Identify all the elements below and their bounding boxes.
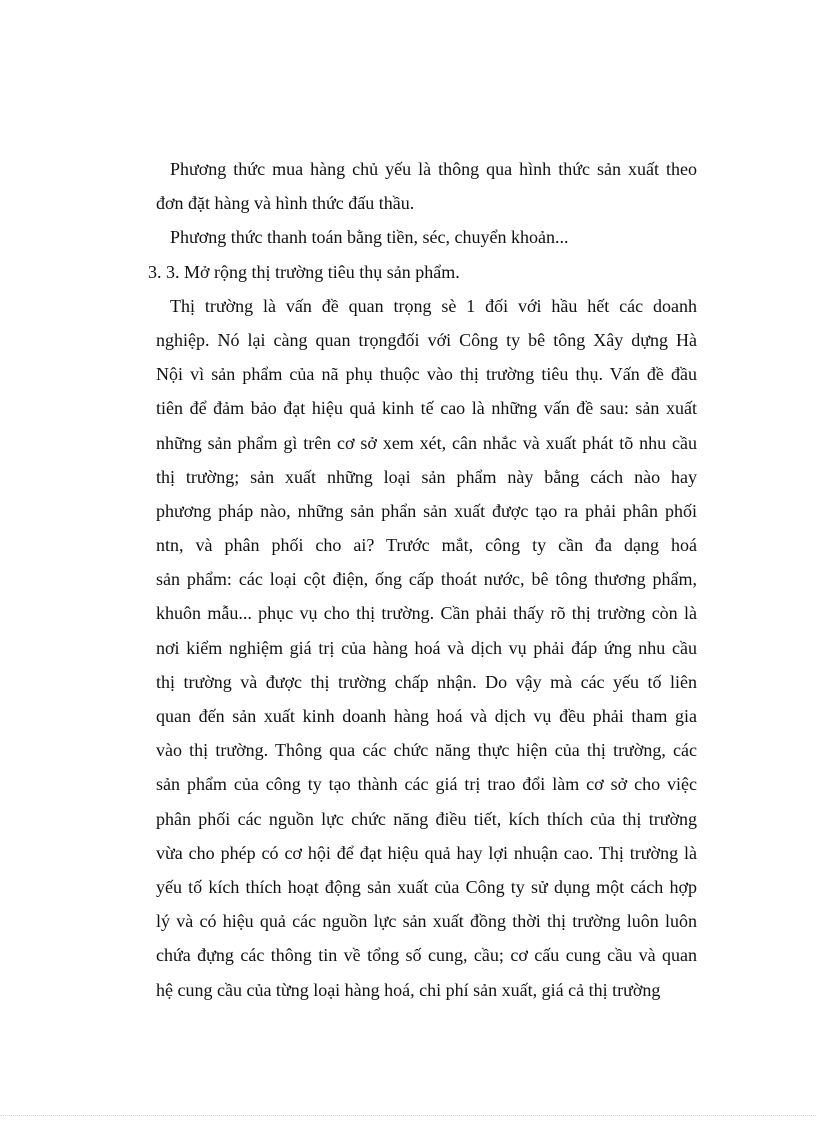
- paragraph-market-line-19: lý và có hiệu quả các nguồn lực sản xuất đồng thời thị trường luôn luôn: [156, 911, 697, 932]
- paragraph-market-line-12: thị trường và được thị trường chấp nhận. Do vậy mà các yếu tố liên: [156, 671, 697, 692]
- paragraph-market-line-13: quan đến sản xuất kinh doanh hàng hoá và dịch vụ đều phải tham gia: [156, 706, 697, 726]
- paragraph-market-line-18: yếu tố kích thích hoạt động sản xuất của Công ty sử dụng một cách hợp: [156, 876, 697, 897]
- paragraph-market-line-21: hệ cung cầu của từng loại hàng hoá, chi phí sản xuất, giá cả thị trường: [156, 979, 661, 1000]
- document-body: [148, 152, 697, 1007]
- paragraph-market-line-6: thị trường; sản xuất những loại sản phẩm này bằng cách nào hay: [156, 466, 697, 487]
- paragraph-purchase-method-line-2: đơn đặt hàng và hình thức đấu thầu.: [156, 193, 415, 214]
- paragraph-market-line-14: vào thị trường. Thông qua các chức năng thực hiện của thị trường, các: [156, 740, 697, 761]
- paragraph-market-line-2: nghiệp. Nó lại càng quan trọngđối với Công ty bê tông Xây dựng Hà: [156, 329, 697, 350]
- paragraph-market-line-3: Nội vì sản phẩm của nã phụ thuộc vào thị trường tiêu thụ. Vấn đề đầu: [156, 364, 697, 385]
- paragraph-market-line-9: sản phẩm: các loại cột điện, ống cấp thoát nước, bê tông thương phẩm,: [156, 569, 697, 590]
- paragraph-payment-method: Phương thức thanh toán bằng tiền, séc, chuyển khoản...: [170, 227, 569, 248]
- paragraph-market-line-4: tiên để đảm bảo đạt hiệu quả kinh tế cao là những vấn đề sau: sản xuất: [156, 398, 697, 419]
- paragraph-market-line-5: những sản phẩm gì trên cơ sở xem xét, cân nhắc và xuất phát tõ nhu cầu: [156, 432, 697, 453]
- page-bottom-divider: [0, 1115, 816, 1116]
- paragraph-market-line-8: ntn, và phân phối cho ai? Trước mắt, công ty cần đa dạng hoá: [156, 535, 697, 556]
- paragraph-market-line-1: Thị trường là vấn đề quan trọng sè 1 đối với hầu hết các doanh: [170, 295, 697, 316]
- paragraph-purchase-method-line-1: Phương thức mua hàng chủ yếu là thông qua hình thức sản xuất theo: [170, 159, 697, 179]
- paragraph-market-line-15: sản phẩm của công ty tạo thành các giá trị trao đổi làm cơ sở cho việc: [156, 774, 697, 795]
- paragraph-market-line-7: phương pháp nào, những sản phẩn sản xuất được tạo ra phải phân phối: [156, 500, 697, 521]
- paragraph-market-line-20: chứa đựng các thông tin về tổng số cung, cầu; cơ cấu cung cầu và quan: [156, 945, 697, 966]
- paragraph-market-line-10: khuôn mẫu... phục vụ cho thị trường. Cần phải thấy rõ thị trường còn là: [156, 603, 697, 624]
- paragraph-market-line-16: phân phối các nguồn lực chức năng điều tiết, kích thích của thị trường: [156, 808, 697, 829]
- section-heading-3-3: 3. 3. Mở rộng thị trường tiêu thụ sản phẩm.: [148, 261, 460, 282]
- paragraph-market-line-17: vừa cho phép có cơ hội để đạt hiệu quả hay lợi nhuận cao. Thị trường là: [156, 842, 697, 863]
- paragraph-market-line-11: nơi kiểm nghiệm giá trị của hàng hoá và dịch vụ phải đáp ứng nhu cầu: [156, 637, 697, 658]
